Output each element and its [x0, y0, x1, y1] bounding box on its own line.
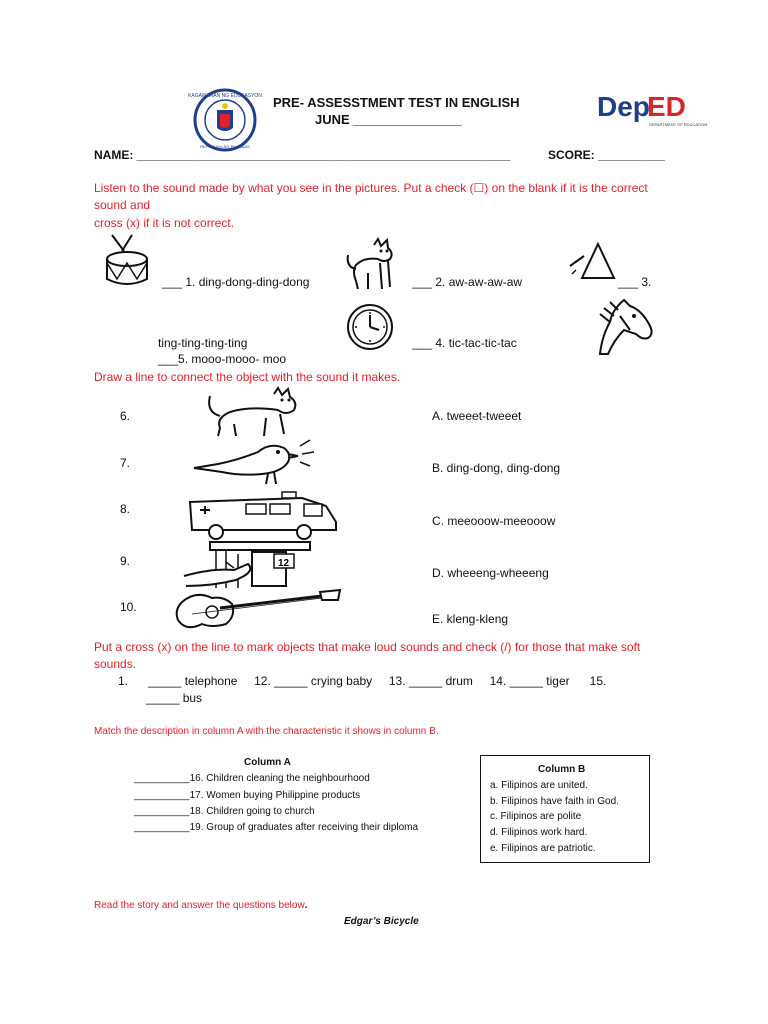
deped-logo: [597, 88, 708, 130]
triangle-instrument-picture: [568, 240, 618, 284]
story-title: Edgar’s Bicycle: [344, 916, 419, 927]
seal-text: KAGAWARAN NG EDUKASYON: [188, 93, 262, 99]
item-4: ___ 4. tic-tac-tic-tac: [412, 336, 517, 350]
match-number-10: 10.: [120, 600, 137, 614]
choice-a: A. tweeet-tweeet: [432, 409, 522, 423]
column-a-item-17: __________17. Women buying Philippine products: [134, 790, 361, 801]
cat-picture-2: [200, 388, 310, 438]
deped-seal-logo: [188, 88, 262, 152]
column-b-title: Column B: [538, 764, 586, 775]
seal-subtext: REPUBLIKA NG PILIPINAS: [200, 144, 250, 149]
horse-picture: [590, 296, 656, 358]
part5-instruction-text: Read the story and answer the questions below: [94, 900, 305, 911]
choice-c: C. meeooow-meeooow: [432, 514, 556, 528]
part3-instruction-line2: sounds.: [94, 657, 137, 671]
loud-soft-row: 1. _____ telephone 12. _____ crying baby 13. _____ drum 14. _____ tiger 15.: [118, 674, 607, 688]
part4-instruction: Match the description in column A with the characteristic it shows in column B.: [94, 726, 439, 737]
column-b-item-e: e. Filipinos are patriotic.: [490, 843, 596, 854]
item-5: ___5. mooo-mooo- moo: [158, 352, 287, 366]
column-b-item-c: c. Filipinos are polite: [490, 811, 582, 822]
item-1: ___ 1. ding-dong-ding-dong: [162, 275, 310, 289]
column-a-item-18: __________18. Children going to church: [134, 806, 315, 817]
ambulance-picture: [186, 488, 342, 540]
bird-picture: [188, 436, 318, 486]
match-number-9: 9.: [120, 554, 131, 568]
svg-text:ED: ED: [647, 91, 686, 122]
part1-instruction-line2: sound and: [94, 198, 151, 212]
svg-text:12: 12: [278, 558, 290, 569]
cat-picture: [344, 237, 406, 291]
name-field: NAME: ________________________________________________________: [94, 148, 511, 162]
column-a-title: Column A: [244, 757, 291, 768]
score-field: SCORE: __________: [548, 148, 665, 162]
choice-e: E. kleng-kleng: [432, 612, 509, 626]
part3-instruction-line1: Put a cross (x) on the line to mark objects that make loud sounds and check (/) for those that make soft: [94, 640, 641, 654]
item-2: ___ 2. aw-aw-aw-aw: [412, 275, 523, 289]
part5-instruction-period: .: [304, 900, 308, 911]
part1-instruction-line3: cross (x) if it is not correct.: [94, 216, 235, 230]
column-a-item-19: __________19. Group of graduates after receiving their diploma: [134, 822, 419, 833]
column-b-item-d: d. Filipinos work hard.: [490, 827, 588, 838]
match-number-7: 7.: [120, 456, 131, 470]
choice-d: D. wheeeng-wheeeng: [432, 566, 549, 580]
column-b-item-a: a. Filipinos are united.: [490, 780, 588, 791]
date-line: JUNE _______________: [315, 112, 462, 127]
column-b-item-b: b. Filipinos have faith in God.: [490, 796, 619, 807]
deped-subtext: DEPARTMENT OF EDUCATION: [649, 122, 708, 127]
part2-instruction: Draw a line to connect the object with the sound it makes.: [94, 370, 401, 384]
svg-text:Dep: Dep: [597, 91, 650, 122]
item-3-continued: ting-ting-ting-ting: [158, 336, 248, 350]
guitar-picture: [172, 588, 342, 634]
choice-b: B. ding-dong, ding-dong: [432, 461, 561, 475]
match-number-8: 8.: [120, 502, 131, 516]
part1-instruction-line1: Listen to the sound made by what you see in the pictures. Put a check (☐) on the blank if it is the correct: [94, 181, 648, 195]
match-number-6: 6.: [120, 409, 131, 423]
part5-instruction: [94, 900, 307, 911]
drum-picture: [102, 233, 152, 291]
page-title: PRE- ASSESSTMENT TEST IN ENGLISH: [273, 95, 520, 110]
column-a-item-16: __________16. Children cleaning the neighbourhood: [134, 773, 370, 784]
item-3: ___ 3.: [618, 275, 652, 289]
clock-picture: [342, 302, 398, 352]
loud-soft-row-2: _____ bus: [146, 691, 203, 705]
door-knocking-picture: [182, 540, 312, 590]
